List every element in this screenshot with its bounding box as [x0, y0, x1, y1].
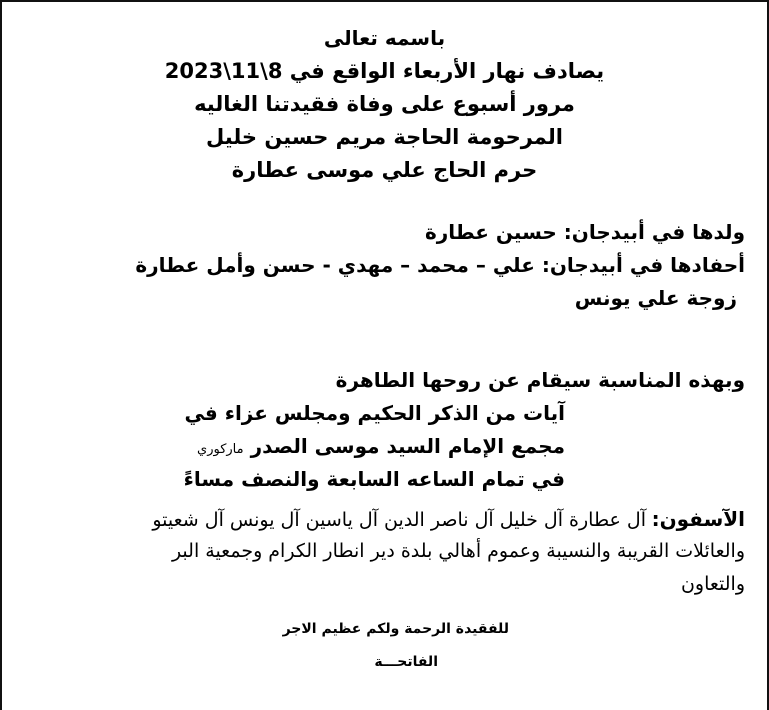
date-line: يصادف نهار الأربعاء الواقع في 8\11\2023 — [164, 59, 605, 83]
mourners-families: آل عطارة آل خليل آل ناصر الدين آل ياسين آل يونس آل شعيتو — [152, 509, 646, 531]
mourners-second-line: والعائلات القريبة والنسيبة وعموم أهالي بلدة دير انطار الكرام وجمعية البر — [171, 540, 745, 562]
recitation-line: آيات من الذكر الحكيم ومجلس عزاء في — [184, 401, 565, 425]
spouse-line: زوجة علي يونس — [574, 286, 737, 310]
occasion-line: وبهذه المناسبة سيقام عن روحها الطاهرة — [335, 368, 745, 392]
husband-line: حرم الحاج علي موسى عطارة — [231, 158, 538, 182]
venue-line — [197, 434, 565, 458]
invocation-line: باسمه تعالى — [323, 26, 446, 50]
mourners-first-line — [152, 507, 745, 531]
deceased-name-line: المرحومة الحاجة مريم حسين خليل — [206, 125, 563, 149]
condolence-line: للفقيدة الرحمة ولكم عظيم الاجر — [282, 621, 509, 637]
fatiha-line: الفاتحـــة — [374, 654, 438, 670]
mourners-label: الآسفون: — [651, 507, 745, 531]
grandchildren-line: أحفادها في أبيدجان: علي – محمد – مهدي - حسن وأمل عطارة — [135, 253, 745, 277]
venue-subtitle: ماركوري — [197, 442, 244, 457]
son-line: ولدها في أبيدجان: حسين عطارة — [424, 220, 745, 244]
week-passing-line: مرور أسبوع على وفاة فقيدتنا الغاليه — [194, 92, 575, 116]
time-line: في تمام الساعه السابعة والنصف مساءً — [183, 467, 565, 491]
mourners-third-line: والتعاون — [680, 573, 745, 595]
venue-name: مجمع الإمام السيد موسى الصدر — [250, 434, 565, 458]
